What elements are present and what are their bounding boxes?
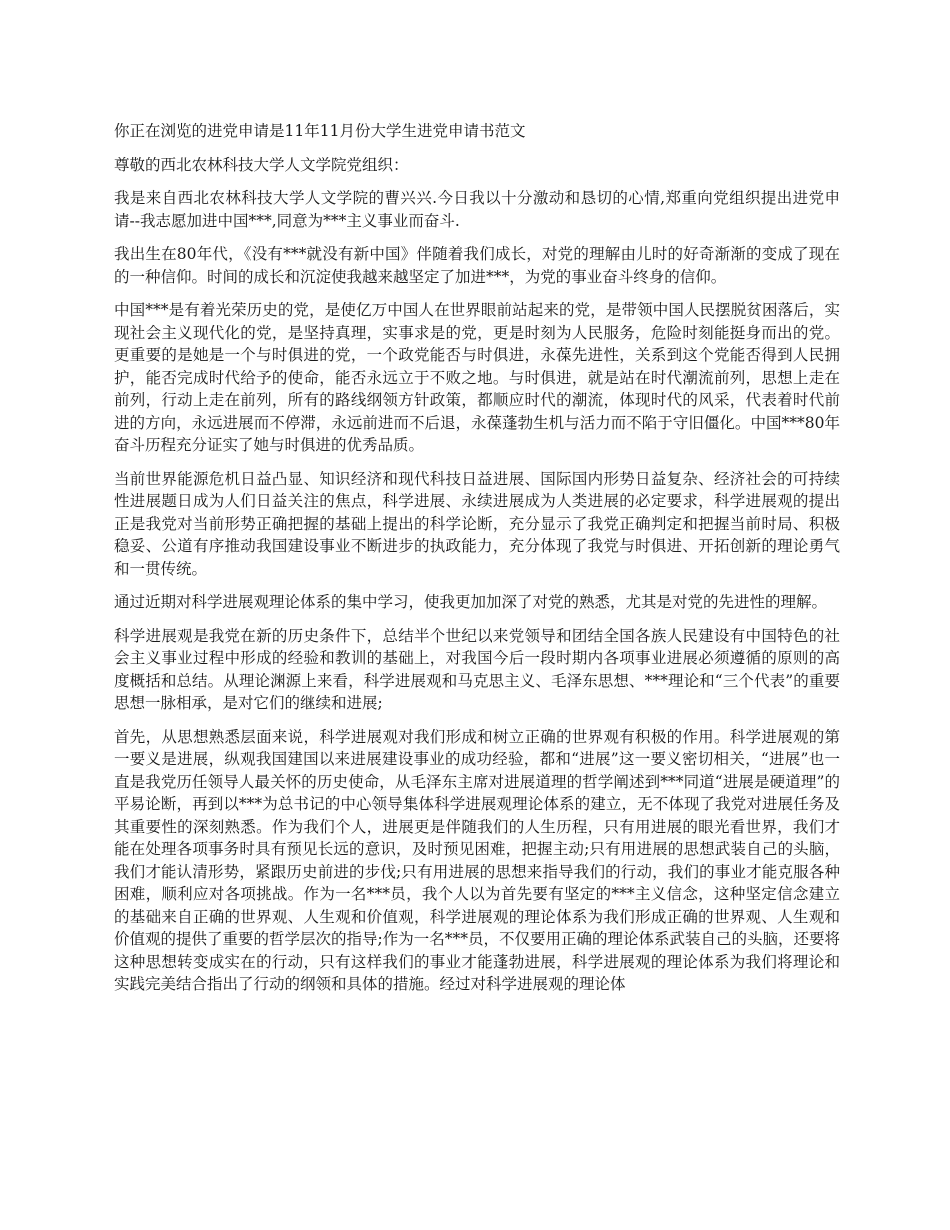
salutation: 尊敬的西北农林科技大学人文学院党组织： [114, 155, 409, 174]
paragraph-1: 我是来自西北农林科技大学人文学院的曹兴兴.今日我以十分激动和恳切的心情,郑重向党组织提出进党申请--我志愿加进中国***,同意为***主义事业而奋斗. [114, 189, 840, 230]
paragraph-5: 通过近期对科学进展观理论体系的集中学习，使我更加加深了对党的熟悉，尤其是对党的先进性的理解。 [114, 593, 828, 611]
paragraph-2: 我出生在80年代，《没有***就没有新中国》伴随着我们成长，对党的理解由儿时的好奇渐渐的变成了现在的一种信仰。时间的成长和沉淀使我越来越坚定了加进***，为党的事业奋斗终身的信仰。 [114, 245, 840, 286]
document-title-line: 你正在浏览的进党申请是11年11月份大学生进党申请书范文 [114, 122, 526, 140]
paragraph-7: 首先，从思想熟悉层面来说，科学进展观对我们形成和树立正确的世界观有积极的作用。科学进展观的第一要义是进展，纵观我国建国以来进展建设事业的成功经验，都和“进展”这一要义密切相关，“进展”也一直是我党历任领导人最关怀的历史使命，从毛泽东主席对进展道理的哲学阐述到***同道“进展是硬道理”的平易论断，再到以***为总书记的中心领导集体科学进展观理论体系的建立，无不体现了我党对进展任务及其重要性的深刻熟悉。作为我们个人，进展更是伴随我们的人生历程，只有用进展的眼光看世界，我们才能在处理各项事务时具有预见长远的意识，及时预见困难，把握主动;只有用进展的思想武装自己的头脑，我们才能认清形势，紧跟历史前进的步伐;只有用进展的思想来指导我们的行动，我们的事业才能克服各种困难，顺利应对各项挑战。作为一名***员，我个人以为首先要有坚定的***主义信念，这种坚定信念建立的基础来自正确的世界观、人生观和价值观，科学进展观的理论体系为我们形成正确的世界观、人生观和价值观的提供了重要的哲学层次的指导;作为一名***员，不仅要用正确的理论体系武装自己的头脑，还要将这种思想转变成实在的行动，只有这样我们的事业才能蓬勃进展，科学进展观的理论体系为我们将理论和实践完美结合指出了行动的纲领和具体的措施。经过对科学进展观的理论体 [114, 727, 840, 993]
paragraph-4: 当前世界能源危机日益凸显、知识经济和现代科技日益进展、国际国内形势日益复杂、经济社会的可持续性进展题日成为人们日益关注的焦点，科学进展、永续进展成为人类进展的必定要求，科学进展观的提出正是我党对当前形势正确把握的基础上提出的科学论断，充分显示了我党正确判定和把握当前时局、积极稳妥、公道有序推动我国建设事业不断进步的执政能力，充分体现了我党与时俱进、开拓创新的理论勇气和一贯传统。 [114, 469, 840, 578]
paragraph-6: 科学进展观是我党在新的历史条件下，总结半个世纪以来党领导和团结全国各族人民建设有中国特色的社会主义事业过程中形成的经验和教训的基础上，对我国今后一段时期内各项事业进展必须遵循的原则的高度概括和总结。从理论渊源上来看，科学进展观和马克思主义、毛泽东思想、***理论和“三个代表”的重要思想一脉相承，是对它们的继续和进展; [114, 626, 840, 712]
document-page [114, 120, 840, 1007]
paragraph-3: 中国***是有着光荣历史的党，是使亿万中国人在世界眼前站起来的党，是带领中国人民摆脱贫困落后，实现社会主义现代化的党，是坚持真理，实事求是的党，更是时刻为人民服务，危险时刻能挺身而出的党。更重要的是她是一个与时俱进的党，一个政党能否与时俱进，永葆先进性，关系到这个党能否得到人民拥护，能否完成时代给予的使命，能否永远立于不败之地。与时俱进，就是站在时代潮流前列，思想上走在前列，行动上走在前列，所有的路线纲领方针政策，都顺应时代的潮流，体现时代的风采，代表着时代前进的方向，永远进展而不停滞，永远前进而不后退，永葆蓬勃生机与活力而不陷于守旧僵化。中国***80年奋斗历程充分证实了她与时俱进的优秀品质。 [114, 301, 840, 454]
